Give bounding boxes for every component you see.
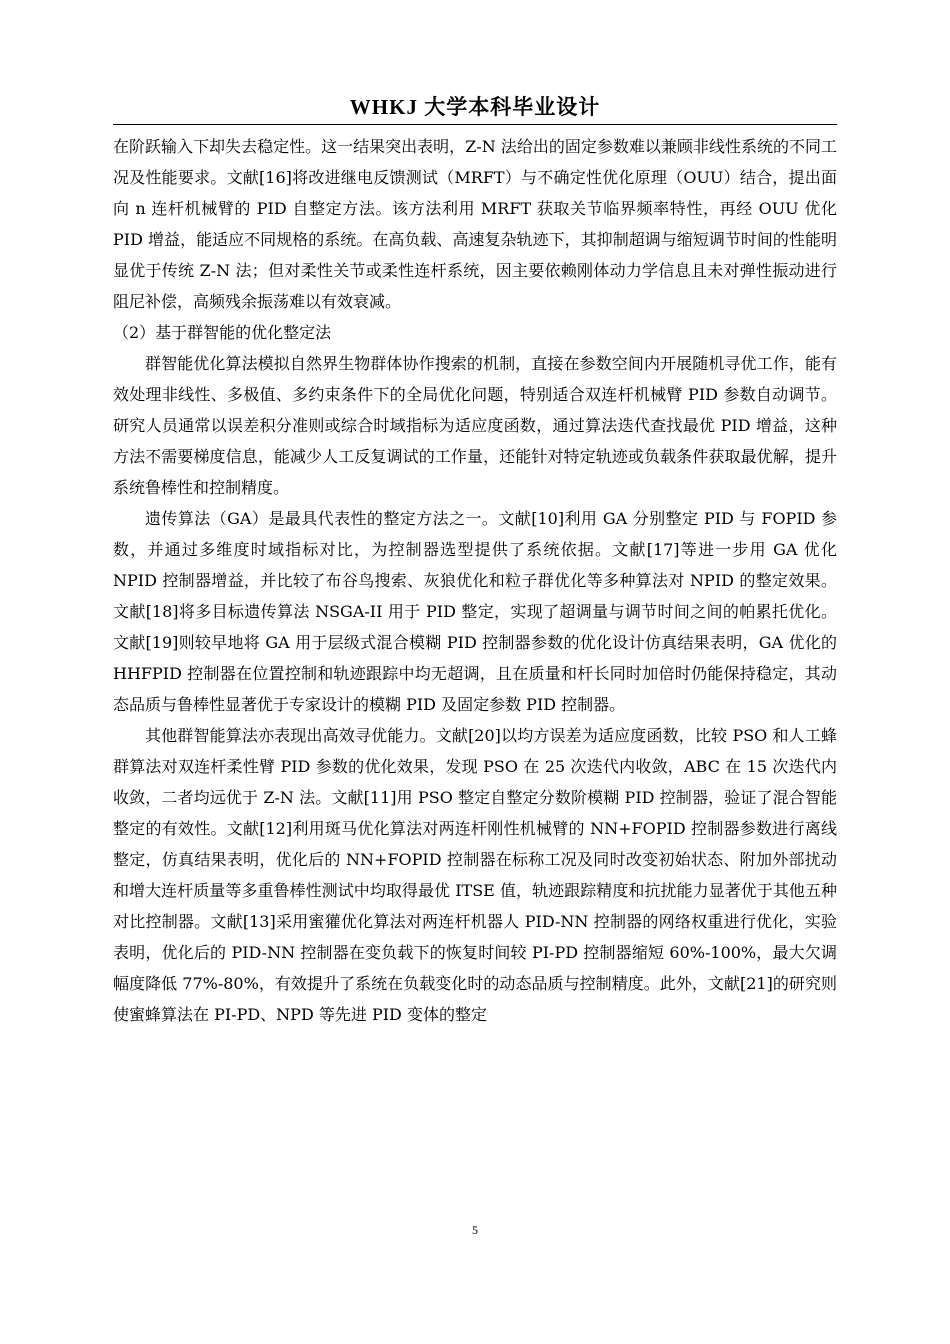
body-text bbox=[113, 131, 837, 1030]
page-header: WHKJ 大学本科毕业设计 bbox=[349, 95, 601, 119]
header-divider bbox=[113, 124, 837, 125]
section-heading: （2）基于群智能的优化整定法 bbox=[113, 323, 332, 342]
page-number: 5 bbox=[472, 1223, 478, 1237]
paragraph-genetic-algorithm: 遗传算法（GA）是最具代表性的整定方法之一。文献[10]利用 GA 分别整定 PID 与 FOPID 参数，并通过多维度时域指标对比，为控制器选型提供了系统依据。文献[17]等进一步用 GA 优化 NPID 控制器增益，并比较了布谷鸟搜索、灰狼优化和粒子群优化等多种算法对 NPID 的整定效果。文献[18]将多目标遗传算法 NSGA-II 用于 PID 整定，实现了超调量与调节时间之间的帕累托优化。文献[19]则较早地将 GA 用于层级式混合模糊 PID 控制器参数的优化设计仿真结果表明，GA 优化的 HHFPID 控制器在位置控制和轨迹跟踪中均无超调，且在质量和杆长同时加倍时仍能保持稳定，其动态品质与鲁棒性显著优于专家设计的模糊 PID 及固定参数 PID 控制器。 bbox=[113, 509, 837, 714]
paragraph-other-swarm: 其他群智能算法亦表现出高效寻优能力。文献[20]以均方误差为适应度函数，比较 PSO 和人工蜂群算法对双连杆柔性臂 PID 参数的优化效果，发现 PSO 在 25 次迭代内收敛，ABC 在 15 次迭代内收敛，二者均远优于 Z-N 法。文献[11]用 PSO 整定自整定分数阶模糊 PID 控制器，验证了混合智能整定的有效性。文献[12]利用斑马优化算法对两连杆刚性机械臂的 NN+FOPID 控制器参数进行离线整定，仿真结果表明，优化后的 NN+FOPID 控制器在标称工况及同时改变初始状态、附加外部扰动和增大连杆质量等多重鲁棒性测试中均取得最优 ITSE 值，轨迹跟踪精度和抗扰能力显著优于其他五种对比控制器。文献[13]采用蜜獾优化算法对两连杆机器人 PID-NN 控制器的网络权重进行优化，实验表明，优化后的 PID-NN 控制器在变负载下的恢复时间较 PI-PD 控制器缩短 60%-100%，最大欠调幅度降低 77%-80%，有效提升了系统在负载变化时的动态品质与控制精度。此外，文献[21]的研究则使蜜蜂算法在 PI-PD、NPD 等先进 PID 变体的整定 bbox=[113, 726, 837, 1024]
paragraph-swarm-intro: 群智能优化算法模拟自然界生物群体协作搜索的机制，直接在参数空间内开展随机寻优工作，能有效处理非线性、多极值、多约束条件下的全局优化问题，特别适合双连杆机械臂 PID 参数自动调节。研究人员通常以误差积分准则或综合时域指标为适应度函数，通过算法迭代查找最优 PID 增益，这种方法不需要梯度信息，能减少人工反复调试的工作量，还能针对特定轨迹或负载条件获取最优解，提升系统鲁棒性和控制精度。 bbox=[113, 354, 837, 497]
paragraph-continuation: 在阶跃输入下却失去稳定性。这一结果突出表明，Z-N 法给出的固定参数难以兼顾非线性系统的不同工况及性能要求。文献[16]将改进继电反馈测试（MRFT）与不确定性优化原理（OUU）结合，提出面向 n 连杆机械臂的 PID 自整定方法。该方法利用 MRFT 获取关节临界频率特性，再经 OUU 优化 PID 增益，能适应不同规格的系统。在高负载、高速复杂轨迹下，其抑制超调与缩短调节时间的性能明显优于传统 Z-N 法；但对柔性关节或柔性连杆系统，因主要依赖刚体动力学信息且未对弹性振动进行阻尼补偿，高频残余振荡难以有效衰减。 bbox=[113, 137, 837, 311]
